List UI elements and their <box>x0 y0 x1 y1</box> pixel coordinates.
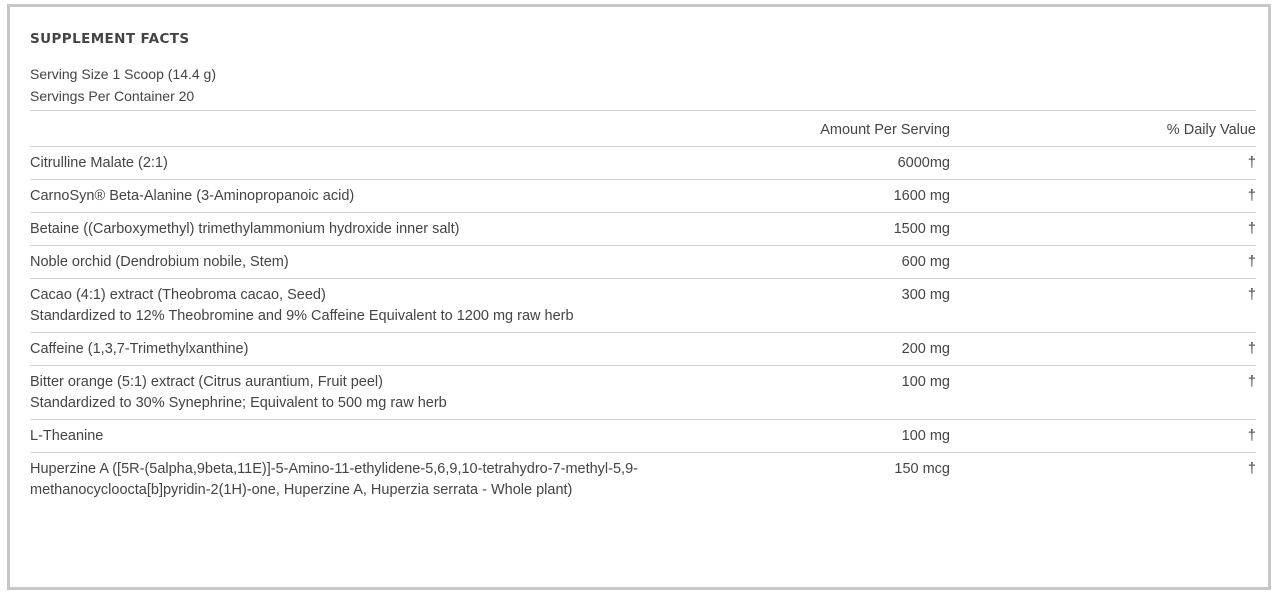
servings-per-container: Servings Per Container 20 <box>30 88 195 104</box>
ingredient-name: CarnoSyn® Beta-Alanine (3-Aminopropanoic acid) <box>30 188 355 204</box>
amount-cell: 200 mg <box>660 333 950 366</box>
ingredient-name: Noble orchid (Dendrobium nobile, Stem) <box>30 254 289 270</box>
serving-size: Serving Size 1 Scoop (14.4 g) <box>30 66 216 82</box>
ingredient-note: Standardized to 30% Synephrine; Equivalent to 500 mg raw herb <box>30 395 447 411</box>
amount-cell: 6000mg <box>660 147 950 180</box>
ingredient-cell <box>30 420 660 453</box>
daily-value-cell: † <box>950 453 1256 507</box>
table-row <box>30 366 1256 420</box>
ingredient-cell <box>30 246 660 279</box>
ingredient-name: L-Theanine <box>30 428 104 444</box>
amount-cell: 300 mg <box>660 279 950 333</box>
daily-value-cell: † <box>950 246 1256 279</box>
daily-value-cell: † <box>950 279 1256 333</box>
ingredient-note: Standardized to 12% Theobromine and 9% Caffeine Equivalent to 1200 mg raw herb <box>30 308 574 324</box>
amount-cell: 600 mg <box>660 246 950 279</box>
table-row <box>30 246 1256 279</box>
daily-value-cell: † <box>950 180 1256 213</box>
table-row <box>30 213 1256 246</box>
ingredient-cell <box>30 366 660 420</box>
facts-table <box>30 110 1256 506</box>
amount-cell: 100 mg <box>660 420 950 453</box>
ingredient-name: Bitter orange (5:1) extract (Citrus aurantium, Fruit peel) <box>30 374 383 390</box>
daily-value-cell: † <box>950 147 1256 180</box>
ingredient-name: Caffeine (1,3,7-Trimethylxanthine) <box>30 341 249 357</box>
amount-cell: 150 mcg <box>660 453 950 507</box>
daily-value-cell: † <box>950 366 1256 420</box>
ingredient-cell <box>30 147 660 180</box>
header-amount: Amount Per Serving <box>660 111 950 147</box>
daily-value-cell: † <box>950 420 1256 453</box>
ingredient-cell <box>30 279 660 333</box>
daily-value-cell: † <box>950 213 1256 246</box>
daily-value-cell: † <box>950 333 1256 366</box>
ingredient-cell <box>30 180 660 213</box>
ingredient-cell <box>30 213 660 246</box>
ingredient-cell <box>30 453 660 507</box>
table-row <box>30 180 1256 213</box>
table-row <box>30 147 1256 180</box>
table-row <box>30 420 1256 453</box>
header-ingredient <box>30 111 660 147</box>
table-row <box>30 279 1256 333</box>
panel-title: SUPPLEMENT FACTS <box>30 31 190 47</box>
ingredient-name: Huperzine A ([5R-(5alpha,9beta,11E)]-5-Amino-11-ethylidene-5,6,9,10-tetrahydro-7-methyl-5,9-methanocycloocta[b]pyridin-2(1H)-one, Huperzine A, Huperzia serrata - Whole plant) <box>30 461 638 498</box>
ingredient-name: Betaine ((Carboxymethyl) trimethylammonium hydroxide inner salt) <box>30 221 460 237</box>
table-row <box>30 333 1256 366</box>
amount-cell: 1600 mg <box>660 180 950 213</box>
amount-cell: 1500 mg <box>660 213 950 246</box>
ingredient-name: Citrulline Malate (2:1) <box>30 155 168 171</box>
amount-cell: 100 mg <box>660 366 950 420</box>
supplement-facts-panel <box>7 4 1271 590</box>
table-header-row <box>30 111 1256 147</box>
ingredient-name: Cacao (4:1) extract (Theobroma cacao, Seed) <box>30 287 326 303</box>
table-row <box>30 453 1256 507</box>
ingredient-cell <box>30 333 660 366</box>
header-daily-value: % Daily Value <box>950 111 1256 147</box>
